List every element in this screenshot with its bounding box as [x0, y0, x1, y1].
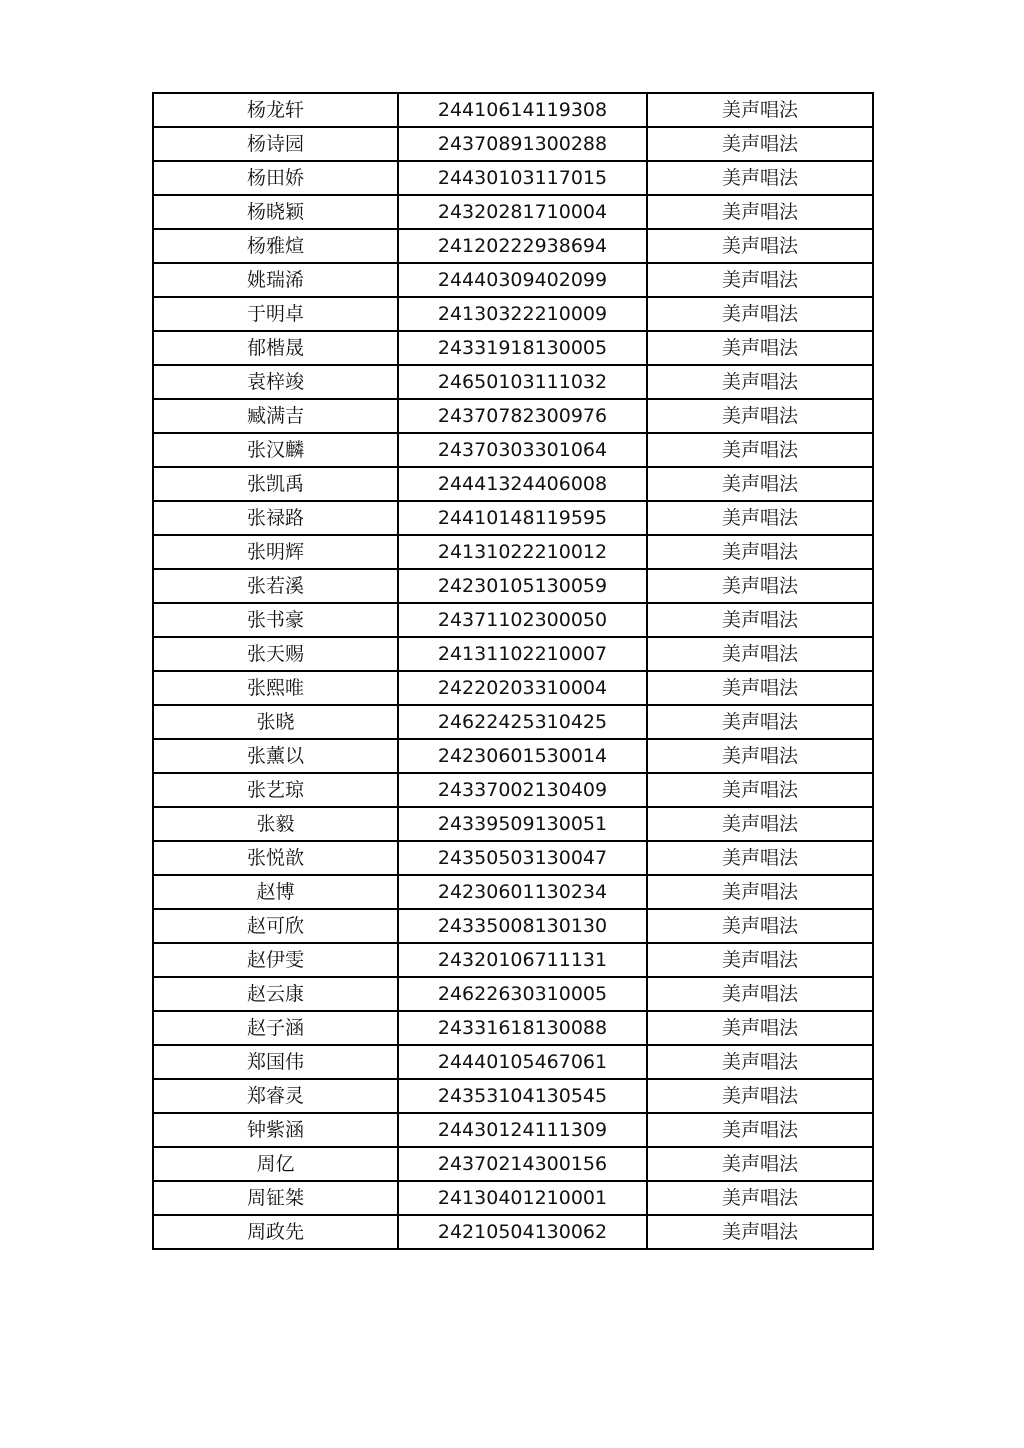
table-row — [153, 399, 873, 433]
table-row — [153, 1113, 873, 1147]
candidate-id-cell: 24320281710004 — [398, 195, 647, 229]
major-cell: 美声唱法 — [647, 127, 873, 161]
candidate-name-cell: 张若溪 — [153, 569, 398, 603]
candidate-id-cell: 24370214300156 — [398, 1147, 647, 1181]
table-row — [153, 773, 873, 807]
candidate-name-cell: 杨龙轩 — [153, 93, 398, 127]
table-row — [153, 569, 873, 603]
candidate-name-cell: 于明卓 — [153, 297, 398, 331]
table-row — [153, 943, 873, 977]
table-row — [153, 195, 873, 229]
candidate-name-cell: 张汉麟 — [153, 433, 398, 467]
table-row — [153, 603, 873, 637]
candidate-table — [152, 92, 874, 1250]
candidate-id-cell: 24410148119595 — [398, 501, 647, 535]
major-cell: 美声唱法 — [647, 1045, 873, 1079]
candidate-id-cell: 24230105130059 — [398, 569, 647, 603]
major-cell: 美声唱法 — [647, 467, 873, 501]
table-row — [153, 807, 873, 841]
candidate-name-cell: 赵伊雯 — [153, 943, 398, 977]
table-row — [153, 739, 873, 773]
candidate-name-cell: 杨田娇 — [153, 161, 398, 195]
table-row — [153, 1215, 873, 1249]
candidate-id-cell: 24220203310004 — [398, 671, 647, 705]
candidate-id-cell: 24430103117015 — [398, 161, 647, 195]
major-cell: 美声唱法 — [647, 501, 873, 535]
candidate-id-cell: 24440309402099 — [398, 263, 647, 297]
major-cell: 美声唱法 — [647, 161, 873, 195]
candidate-id-cell: 24370891300288 — [398, 127, 647, 161]
candidate-id-cell: 24331918130005 — [398, 331, 647, 365]
candidate-id-cell: 24430124111309 — [398, 1113, 647, 1147]
candidate-id-cell: 24337002130409 — [398, 773, 647, 807]
candidate-name-cell: 赵博 — [153, 875, 398, 909]
table-row — [153, 977, 873, 1011]
table-row — [153, 875, 873, 909]
major-cell: 美声唱法 — [647, 909, 873, 943]
candidate-name-cell: 赵子涵 — [153, 1011, 398, 1045]
candidate-id-cell: 24440105467061 — [398, 1045, 647, 1079]
table-row — [153, 1181, 873, 1215]
candidate-id-cell: 24339509130051 — [398, 807, 647, 841]
major-cell: 美声唱法 — [647, 1011, 873, 1045]
table-row — [153, 1011, 873, 1045]
table-row — [153, 263, 873, 297]
candidate-name-cell: 杨雅煊 — [153, 229, 398, 263]
candidate-id-cell: 24622630310005 — [398, 977, 647, 1011]
candidate-name-cell: 张薰以 — [153, 739, 398, 773]
table-row — [153, 705, 873, 739]
major-cell: 美声唱法 — [647, 535, 873, 569]
candidate-name-cell: 臧满吉 — [153, 399, 398, 433]
document-page — [152, 92, 872, 1250]
candidate-name-cell: 姚瑞浠 — [153, 263, 398, 297]
table-row — [153, 127, 873, 161]
table-row — [153, 535, 873, 569]
candidate-name-cell: 周政先 — [153, 1215, 398, 1249]
candidate-id-cell: 24230601130234 — [398, 875, 647, 909]
candidate-name-cell: 郑国伟 — [153, 1045, 398, 1079]
candidate-name-cell: 郑睿灵 — [153, 1079, 398, 1113]
major-cell: 美声唱法 — [647, 671, 873, 705]
candidate-id-cell: 24210504130062 — [398, 1215, 647, 1249]
candidate-id-cell: 24370303301064 — [398, 433, 647, 467]
major-cell: 美声唱法 — [647, 93, 873, 127]
major-cell: 美声唱法 — [647, 1215, 873, 1249]
candidate-table-body — [153, 93, 873, 1249]
candidate-id-cell: 24441324406008 — [398, 467, 647, 501]
major-cell: 美声唱法 — [647, 807, 873, 841]
candidate-name-cell: 赵云康 — [153, 977, 398, 1011]
table-row — [153, 331, 873, 365]
major-cell: 美声唱法 — [647, 331, 873, 365]
candidate-name-cell: 张明辉 — [153, 535, 398, 569]
major-cell: 美声唱法 — [647, 297, 873, 331]
candidate-id-cell: 24335008130130 — [398, 909, 647, 943]
candidate-name-cell: 赵可欣 — [153, 909, 398, 943]
major-cell: 美声唱法 — [647, 637, 873, 671]
candidate-name-cell: 杨晓颖 — [153, 195, 398, 229]
candidate-name-cell: 张晓 — [153, 705, 398, 739]
table-row — [153, 1079, 873, 1113]
major-cell: 美声唱法 — [647, 977, 873, 1011]
candidate-name-cell: 张熙唯 — [153, 671, 398, 705]
candidate-name-cell: 钟紫涵 — [153, 1113, 398, 1147]
candidate-id-cell: 24230601530014 — [398, 739, 647, 773]
table-row — [153, 433, 873, 467]
candidate-id-cell: 24131022210012 — [398, 535, 647, 569]
candidate-id-cell: 24622425310425 — [398, 705, 647, 739]
major-cell: 美声唱法 — [647, 1181, 873, 1215]
major-cell: 美声唱法 — [647, 1079, 873, 1113]
table-row — [153, 1045, 873, 1079]
candidate-id-cell: 24320106711131 — [398, 943, 647, 977]
candidate-id-cell: 24131102210007 — [398, 637, 647, 671]
candidate-name-cell: 张禄路 — [153, 501, 398, 535]
candidate-name-cell: 周钲桀 — [153, 1181, 398, 1215]
major-cell: 美声唱法 — [647, 1147, 873, 1181]
candidate-name-cell: 袁梓竣 — [153, 365, 398, 399]
candidate-name-cell: 张凯禹 — [153, 467, 398, 501]
major-cell: 美声唱法 — [647, 569, 873, 603]
candidate-id-cell: 24350503130047 — [398, 841, 647, 875]
major-cell: 美声唱法 — [647, 195, 873, 229]
candidate-id-cell: 24650103111032 — [398, 365, 647, 399]
candidate-name-cell: 张艺琼 — [153, 773, 398, 807]
candidate-id-cell: 24370782300976 — [398, 399, 647, 433]
candidate-name-cell: 张天赐 — [153, 637, 398, 671]
major-cell: 美声唱法 — [647, 399, 873, 433]
table-row — [153, 297, 873, 331]
candidate-name-cell: 周亿 — [153, 1147, 398, 1181]
candidate-id-cell: 24371102300050 — [398, 603, 647, 637]
major-cell: 美声唱法 — [647, 1113, 873, 1147]
candidate-name-cell: 杨诗园 — [153, 127, 398, 161]
table-row — [153, 229, 873, 263]
major-cell: 美声唱法 — [647, 603, 873, 637]
candidate-name-cell: 张毅 — [153, 807, 398, 841]
candidate-name-cell: 郁楷晟 — [153, 331, 398, 365]
candidate-name-cell: 张悦歆 — [153, 841, 398, 875]
major-cell: 美声唱法 — [647, 943, 873, 977]
table-row — [153, 1147, 873, 1181]
table-row — [153, 637, 873, 671]
major-cell: 美声唱法 — [647, 365, 873, 399]
major-cell: 美声唱法 — [647, 739, 873, 773]
major-cell: 美声唱法 — [647, 229, 873, 263]
candidate-id-cell: 24130322210009 — [398, 297, 647, 331]
major-cell: 美声唱法 — [647, 263, 873, 297]
candidate-id-cell: 24130401210001 — [398, 1181, 647, 1215]
table-row — [153, 161, 873, 195]
candidate-id-cell: 24410614119308 — [398, 93, 647, 127]
table-row — [153, 909, 873, 943]
table-row — [153, 841, 873, 875]
major-cell: 美声唱法 — [647, 705, 873, 739]
table-row — [153, 671, 873, 705]
table-row — [153, 501, 873, 535]
major-cell: 美声唱法 — [647, 773, 873, 807]
major-cell: 美声唱法 — [647, 841, 873, 875]
major-cell: 美声唱法 — [647, 433, 873, 467]
table-row — [153, 93, 873, 127]
candidate-id-cell: 24120222938694 — [398, 229, 647, 263]
major-cell: 美声唱法 — [647, 875, 873, 909]
table-row — [153, 365, 873, 399]
table-row — [153, 467, 873, 501]
candidate-name-cell: 张书豪 — [153, 603, 398, 637]
candidate-id-cell: 24353104130545 — [398, 1079, 647, 1113]
candidate-id-cell: 24331618130088 — [398, 1011, 647, 1045]
